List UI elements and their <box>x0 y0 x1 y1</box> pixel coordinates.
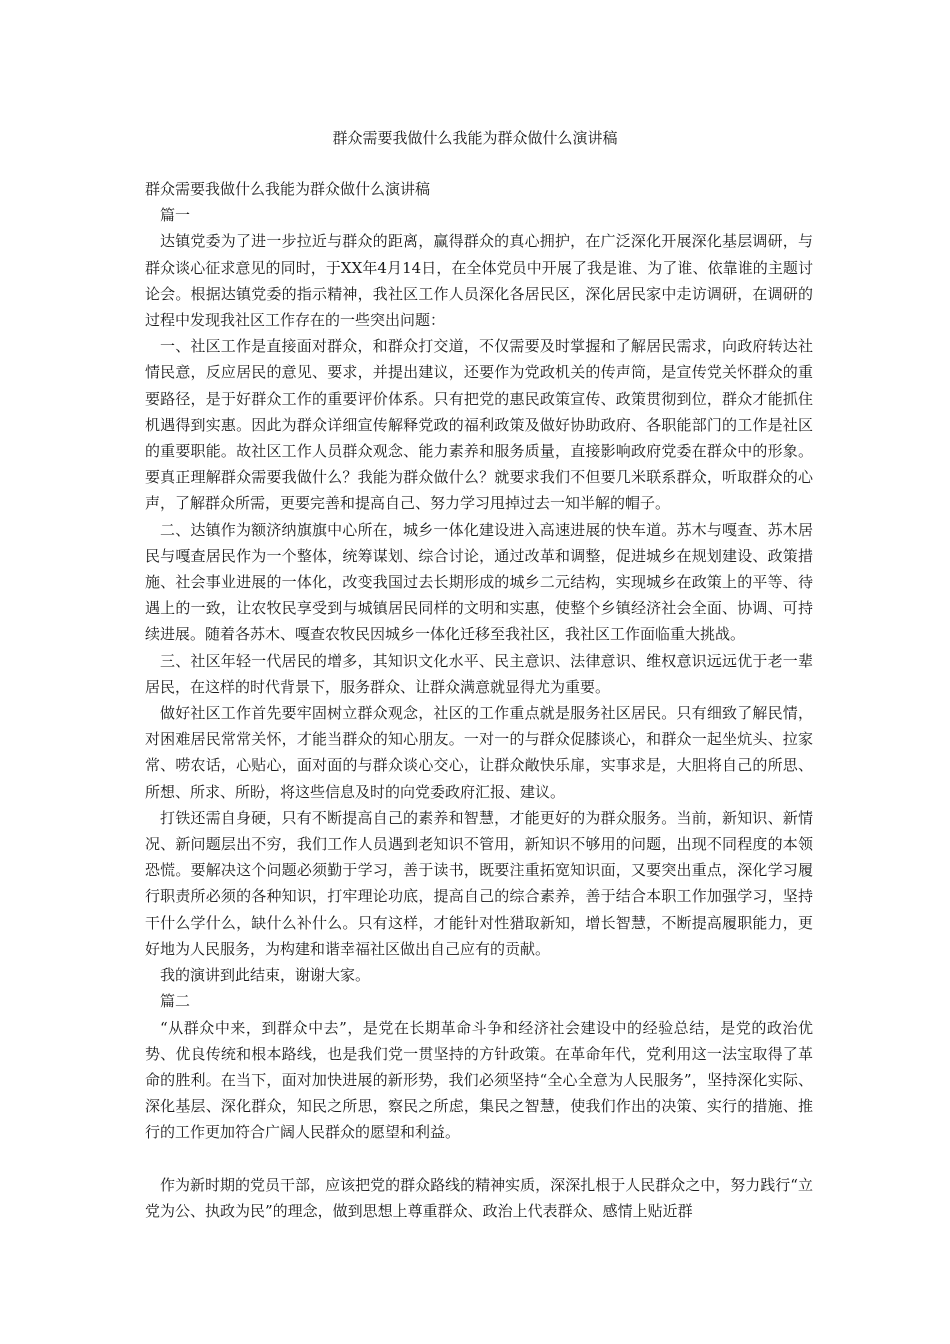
paragraph-7: 我的演讲到此结束，谢谢大家。 <box>160 966 371 985</box>
document-subtitle: 群众需要我做什么我能为群众做什么演讲稿 <box>145 180 431 198</box>
paragraph-6: 打铁还需自身硬，只有不断提高自己的素养和智慧，才能更好的为群众服务。当前，新知识、新情况、新问题层出不穷，我们工作人员遇到老知识不管用，新知识不够用的问题，出现不同程度的本领恐慌。要解决这个问题必须勤于学习，善于读书，既要注重拓宽知识面，又要突出重点，深化学习履行职责所必须的各种知识，打牢理论功底，提高自己的综合素养，善于结合本职工作加强学习，坚持干什么学什么，缺什么补什么。只有这样，才能针对性猎取新知，增长智慧，不断提高履职能力，更好地为人民服务，为构建和谐幸福社区做出自己应有的贡献。 <box>145 808 813 958</box>
paragraph-8: “从群众中来，到群众中去”，是党在长期革命斗争和经济社会建设中的经验总结，是党的政治优势、优良传统和根本路线，也是我们党一贯坚持的方针政策。在革命年代，党利用这一法宝取得了革命的胜利。在当下，面对加快进展的新形势，我们必须坚持“全心全意为人民服务”，坚持深化实际、深化基层、深化群众，知民之所思，察民之所虑，集民之智慧，使我们作出的决策、实行的措施、推行的工作更加符合广阔人民群众的愿望和利益。 <box>145 1018 813 1142</box>
paragraph-3: 二、达镇作为额济纳旗旗中心所在，城乡一体化建设进入高速进展的快车道。苏木与嘎查、苏木居民与嘎查居民作为一个整体，统筹谋划、综合讨论，通过改革和调整，促进城乡在规划建设、政策措施、社会事业进展的一体化，改变我国过去长期形成的城乡二元结构，实现城乡在政策上的平等、待遇上的一致，让农牧民享受到与城镇居民同样的文明和实惠，使整个乡镇经济社会全面、协调、可持续进展。随着各苏木、嘎查农牧民因城乡一体化迁移至我社区，我社区工作面临重大挑战。 <box>145 520 813 644</box>
document-body <box>145 176 813 1224</box>
paragraph-9: 作为新时期的党员干部，应该把党的群众路线的精神实质，深深扎根于人民群众之中，努力践行“立党为公、执政为民”的理念，做到思想上尊重群众、政治上代表群众、感情上贴近群 <box>145 1175 813 1220</box>
paragraph-gap <box>145 1146 813 1172</box>
section-label-2: 篇二 <box>160 992 191 1011</box>
section-label-1: 篇一 <box>160 206 191 225</box>
paragraph-1: 达镇党委为了进一步拉近与群众的距离，赢得群众的真心拥护，在广泛深化开展深化基层调研，与群众谈心征求意见的同时，于XX年4月14日，在全体党员中开展了我是谁、为了谁、依靠谁的主题讨论会。根据达镇党委的指示精神，我社区工作人员深化各居民区，深化居民家中走访调研，在调研的过程中发现我社区工作存在的一些突出问题： <box>145 232 813 330</box>
paragraph-5: 做好社区工作首先要牢固树立群众观念，社区的工作重点就是服务社区居民。只有细致了解民情，对困难居民常常关怀，才能当群众的知心朋友。一对一的与群众促膝谈心，和群众一起坐炕头、拉家常、唠农话，心贴心，面对面的与群众谈心交心，让群众敞快乐扉，实事求是，大胆将自己的所思、所想、所求、所盼，将这些信息及时的向党委政府汇报、建议。 <box>145 704 813 801</box>
paragraph-4: 三、社区年轻一代居民的增多，其知识文化水平、民主意识、法律意识、维权意识远远优于老一辈居民，在这样的时代背景下，服务群众、让群众满意就显得尤为重要。 <box>145 651 813 696</box>
paragraph-2: 一、社区工作是直接面对群众，和群众打交道，不仅需要及时掌握和了解居民需求，向政府转达社情民意，反应居民的意见、要求，并提出建议，还要作为党政机关的传声筒，是宣传党关怀群众的重要路径，是于好群众工作的重要评价体系。只有把党的惠民政策宣传、政策贯彻到位，群众才能抓住机遇得到实惠。因此为群众详细宣传解释党政的福利政策及做好协助政府、各职能部门的工作是社区的重要职能。故社区工作人员群众观念、能力素养和服务质量，直接影响政府党委在群众中的形象。要真正理解群众需要我做什么？我能为群众做什么？就要求我们不但要几米联系群众，听取群众的心声，了解群众所需，更要完善和提高自己、努力学习甩掉过去一知半解的帽子。 <box>145 337 813 513</box>
document-title: 群众需要我做什么我能为群众做什么演讲稿 <box>332 129 618 147</box>
